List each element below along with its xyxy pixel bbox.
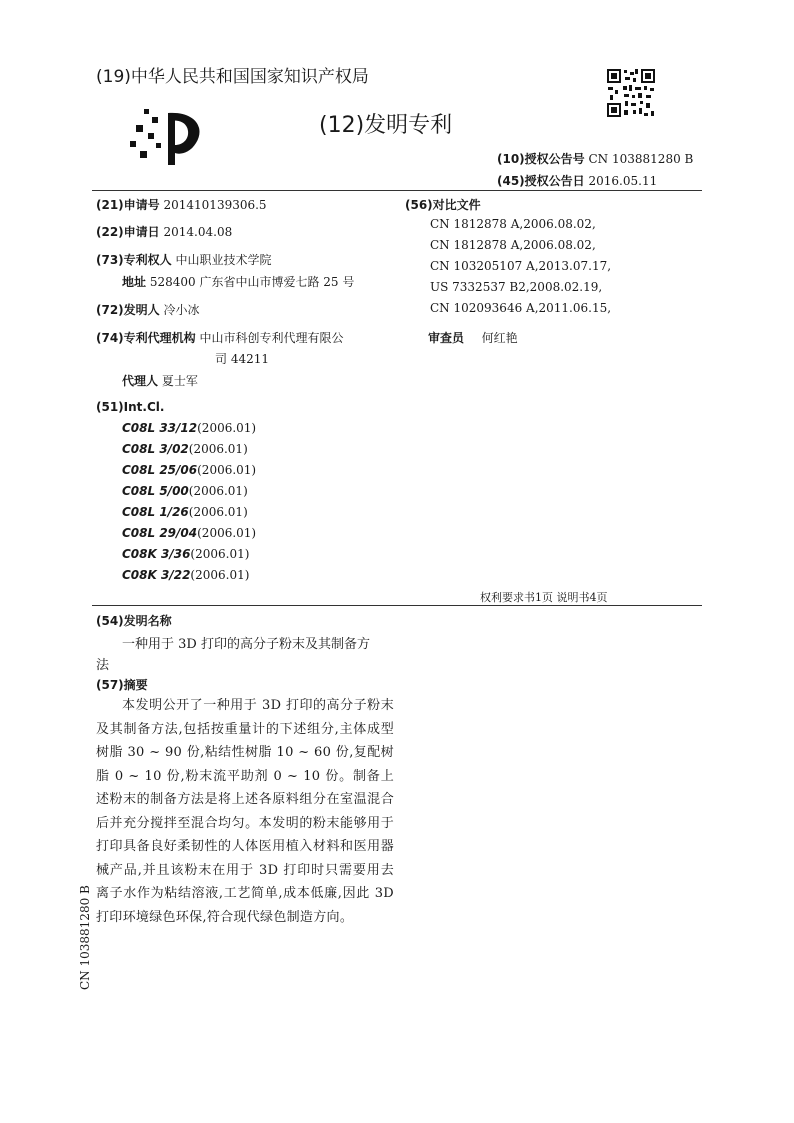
cnipa-logo (128, 103, 204, 169)
agent (122, 372, 198, 389)
publication-date-value: 2016.05.11 (588, 174, 658, 188)
ipc-entry (122, 421, 256, 435)
patentee (96, 251, 272, 268)
publication-number-label: (10)授权公告号 (497, 152, 585, 166)
filing-date (96, 223, 232, 240)
ipc-version: (2006.01) (188, 484, 248, 498)
ipc-code: C08L 33/12 (122, 421, 198, 435)
ipc-code: C08L 29/04 (122, 526, 198, 540)
citation-entry: US 7332537 B2,2008.02.19, (430, 280, 603, 294)
patent-agency (96, 329, 344, 346)
citations-label: (56)对比文件 (405, 198, 481, 212)
publication-date-label: (45)授权公告日 (497, 174, 585, 188)
title-label: (54)发明名称 (96, 614, 172, 628)
ipc-entry (122, 505, 248, 519)
publication-number (497, 150, 693, 167)
agency-value: 中山市科创专利代理有限公 (199, 331, 344, 345)
ipc-code: C08K 3/22 (122, 568, 191, 582)
ipc-version: (2006.01) (190, 568, 250, 582)
inventor (96, 301, 200, 318)
patentee-label: (73)专利权人 (96, 253, 172, 267)
filing-date-label: (22)申请日 (96, 225, 160, 239)
ipc-code: C08L 1/26 (122, 505, 189, 519)
ipc-version: (2006.01) (188, 442, 248, 456)
citation-entry: CN 1812878 A,2006.08.02, (430, 217, 596, 231)
document-type: (12)发明专利 (319, 113, 453, 138)
ipc-code: C08K 3/36 (122, 547, 191, 561)
ipc-version: (2006.01) (197, 463, 257, 477)
side-document-number: CN 103881280 B (78, 885, 92, 990)
ipc-entry (122, 568, 249, 582)
invention-title-line2: 法 (96, 658, 110, 673)
publication-number-value: CN 103881280 B (588, 152, 694, 166)
ipc-entry (122, 526, 256, 540)
ipc-entry (122, 547, 249, 561)
ipc-version: (2006.01) (197, 526, 257, 540)
citation-entry: CN 1812878 A,2006.08.02, (430, 238, 596, 252)
agency-label: (74)专利代理机构 (96, 331, 196, 345)
publication-date (497, 172, 657, 189)
ipc-version: (2006.01) (197, 421, 257, 435)
ipc-code: C08L 3/02 (122, 442, 189, 456)
invention-title-line1: 一种用于 3D 打印的高分子粉末及其制备方 (122, 637, 370, 652)
section-divider (92, 605, 702, 606)
ipc-label: (51)Int.Cl. (96, 400, 165, 414)
address-value: 528400 广东省中山市博爱七路 25 号 (149, 275, 355, 289)
filing-date-value: 2014.04.08 (163, 225, 233, 239)
pages-note: 权利要求书1页 说明书4页 (480, 591, 608, 604)
qr-code (606, 68, 656, 118)
abstract-text: 本发明公开了一种用于 3D 打印的高分子粉末及其制备方法,包括按重量计的下述组分,主体成型树脂 30 ~ 90 份,粘结性树脂 10 ~ 60 份,复配树脂 0 ~ 10 份,粉末流平助剂 0 ~ 10 份。制备上述粉末的制备方法是将上述各原料组分在室温混合后并充分搅拌至混合均匀。本发明的粉末能够用于打印具备良好柔韧性的人体医用植入材料和医用器械产品,并且该粉末在用于 3D 打印时只需要用去离子水作为粘结溶液,工艺简单,成本低廉,因此 3D 打印环境绿色环保,符合现代绿色制造方向。 (96, 698, 394, 925)
examiner-value: 何红艳 (481, 331, 518, 345)
ipc-version: (2006.01) (190, 547, 250, 561)
ipc-version: (2006.01) (188, 505, 248, 519)
ipc-code: C08L 5/00 (122, 484, 189, 498)
application-number-label: (21)申请号 (96, 198, 160, 212)
inventor-value: 冷小冰 (163, 303, 200, 317)
citation-entry: CN 102093646 A,2011.06.15, (430, 301, 612, 315)
ipc-entry (122, 484, 248, 498)
examiner (428, 329, 518, 346)
patent-agency-cont: 司 44211 (215, 352, 269, 366)
ipc-entry (122, 463, 256, 477)
abstract-label: (57)摘要 (96, 678, 148, 692)
ipc-code: C08L 25/06 (122, 463, 198, 477)
patentee-value: 中山职业技术学院 (175, 253, 272, 267)
agent-value: 夏士军 (161, 374, 198, 388)
application-number-value: 201410139306.5 (163, 198, 267, 212)
address-label: 地址 (122, 275, 147, 289)
application-number (96, 196, 267, 213)
header-divider (92, 190, 702, 191)
patent-office-title: (19)中华人民共和国国家知识产权局 (96, 67, 369, 87)
citation-entry: CN 103205107 A,2013.07.17, (430, 259, 612, 273)
inventor-label: (72)发明人 (96, 303, 160, 317)
examiner-label: 审查员 (428, 331, 465, 345)
patentee-address (122, 273, 354, 290)
agent-label: 代理人 (122, 374, 159, 388)
ipc-entry (122, 442, 248, 456)
